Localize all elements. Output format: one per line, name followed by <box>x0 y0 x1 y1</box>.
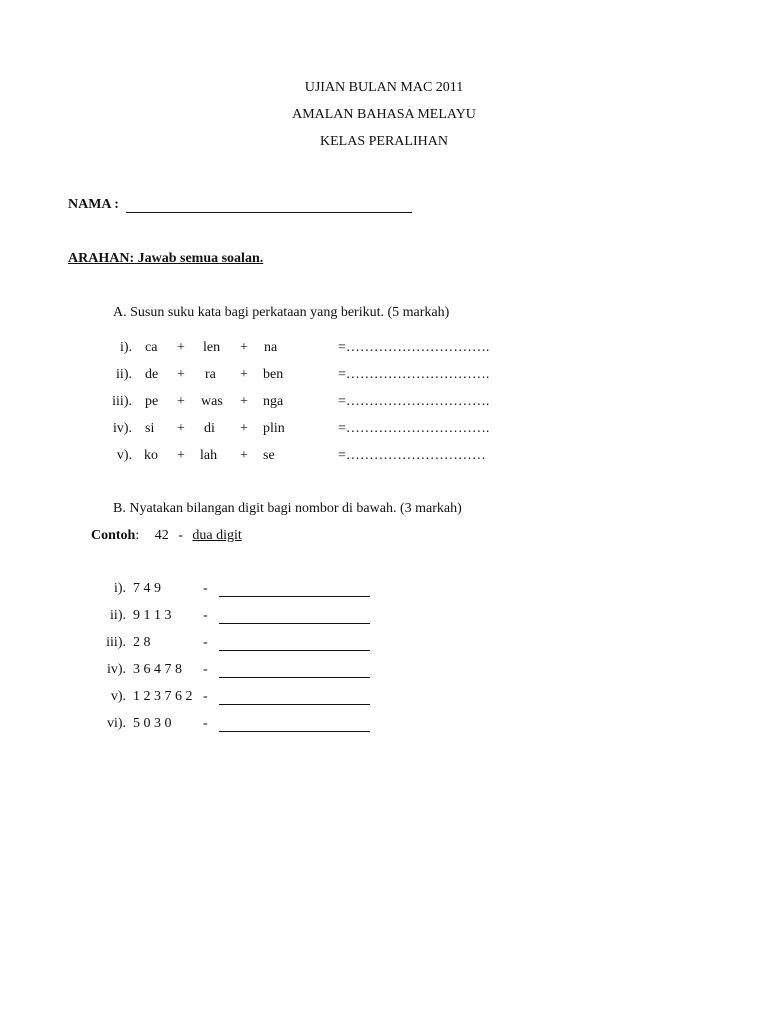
row-number: vi). <box>106 716 126 731</box>
number-value: 9 1 1 3 <box>133 608 172 623</box>
plus-sign: + <box>177 448 185 463</box>
answer-line[interactable] <box>219 664 370 678</box>
example-answer: dua digit <box>192 528 242 543</box>
answer-line[interactable] <box>219 583 370 597</box>
plus-sign: + <box>240 340 248 355</box>
exam-title: UJIAN BULAN MAC 2011 <box>304 80 464 95</box>
syllable-3: ben <box>263 367 284 382</box>
syllable-1: de <box>145 367 159 382</box>
plus-sign: + <box>240 421 248 436</box>
name-label: NAMA : <box>68 197 119 212</box>
syllable-1: ko <box>144 448 158 463</box>
number-value: 1 2 3 7 6 2 <box>133 689 193 704</box>
row-number: iv). <box>106 662 126 677</box>
syllable-1: si <box>145 421 155 436</box>
plus-sign: + <box>240 448 248 463</box>
number-value: 3 6 4 7 8 <box>133 662 182 677</box>
dash: - <box>203 662 208 677</box>
example-colon: : <box>135 528 140 543</box>
row-number: v). <box>116 448 132 463</box>
syllable-2: len <box>203 340 221 355</box>
example-number: 42 <box>154 528 169 543</box>
number-value: 5 0 3 0 <box>133 716 172 731</box>
syllable-1: ca <box>145 340 158 355</box>
answer-blank[interactable]: =………………………… <box>338 448 486 463</box>
answer-line[interactable] <box>219 691 370 705</box>
syllable-3: se <box>263 448 275 463</box>
row-number: iv). <box>112 421 132 436</box>
syllable-3: na <box>264 340 278 355</box>
row-number: v). <box>110 689 126 704</box>
row-number: ii). <box>116 367 132 382</box>
plus-sign: + <box>177 394 185 409</box>
row-number: i). <box>113 581 126 596</box>
example-label: Contoh <box>91 528 136 543</box>
plus-sign: + <box>240 394 248 409</box>
dash: - <box>203 689 208 704</box>
answer-blank[interactable]: =…………………………. <box>338 367 490 382</box>
answer-blank[interactable]: =…………………………. <box>338 421 490 436</box>
example-dash: - <box>178 528 183 543</box>
row-number: iii). <box>112 394 132 409</box>
syllable-2: di <box>204 421 215 436</box>
section-b-title: B. Nyatakan bilangan digit bagi nombor di bawah. (3 markah) <box>113 501 462 516</box>
answer-blank[interactable]: =…………………………. <box>338 394 490 409</box>
row-number: i). <box>119 340 132 355</box>
syllable-1: pe <box>145 394 159 409</box>
section-a-title: A. Susun suku kata bagi perkataan yang berikut. (5 markah) <box>113 305 450 320</box>
answer-line[interactable] <box>219 610 370 624</box>
syllable-3: nga <box>263 394 284 409</box>
class-title: KELAS PERALIHAN <box>320 134 448 149</box>
plus-sign: + <box>177 421 185 436</box>
plus-sign: + <box>177 340 185 355</box>
row-number: ii). <box>110 608 126 623</box>
example-line <box>91 528 242 544</box>
plus-sign: + <box>240 367 248 382</box>
dash: - <box>203 635 208 650</box>
dash: - <box>203 716 208 731</box>
row-number: iii). <box>106 635 126 650</box>
name-input-line[interactable] <box>126 200 412 213</box>
plus-sign: + <box>177 367 185 382</box>
syllable-2: was <box>201 394 223 409</box>
syllable-2: lah <box>200 448 218 463</box>
answer-blank[interactable]: =…………………………. <box>338 340 490 355</box>
answer-line[interactable] <box>219 637 370 651</box>
syllable-2: ra <box>205 367 216 382</box>
instruction: ARAHAN: Jawab semua soalan. <box>68 251 264 266</box>
syllable-3: plin <box>263 421 285 436</box>
number-value: 7 4 9 <box>133 581 161 596</box>
answer-line[interactable] <box>219 718 370 732</box>
subject-title: AMALAN BAHASA MELAYU <box>292 107 476 122</box>
dash: - <box>203 608 208 623</box>
dash: - <box>203 581 208 596</box>
number-value: 2 8 <box>133 635 151 650</box>
